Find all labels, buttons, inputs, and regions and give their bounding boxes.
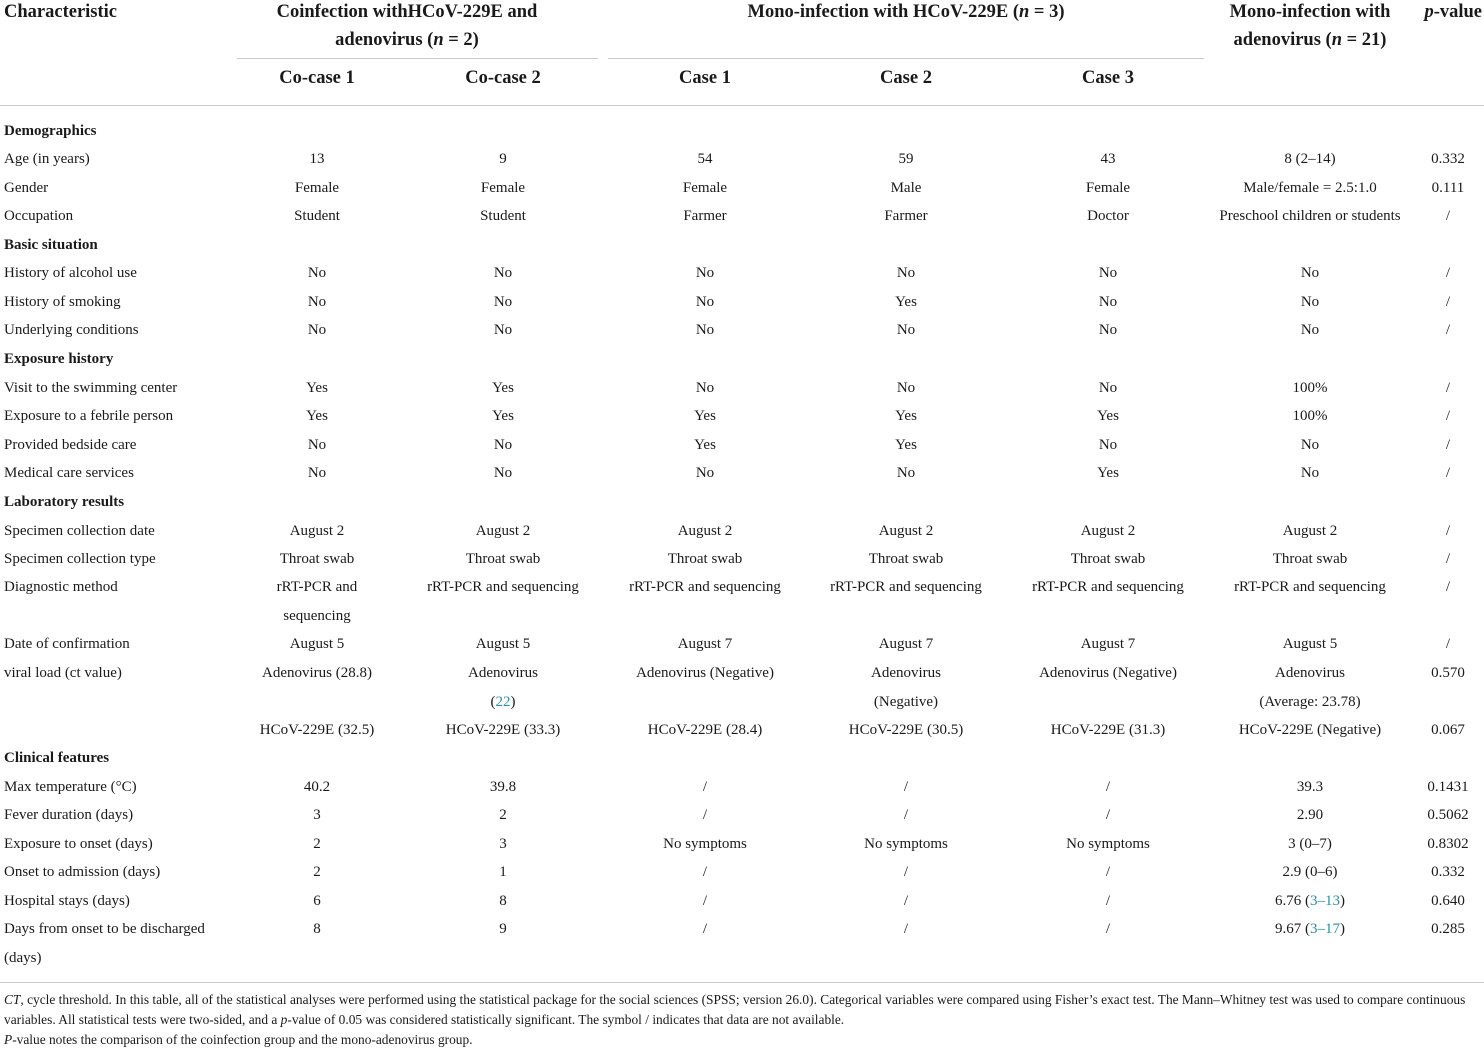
cell: No <box>1300 465 1320 481</box>
cell-pvalue: 0.332 <box>1431 151 1465 167</box>
cell: 39.8 <box>489 779 517 795</box>
row-label: Underlying conditions <box>4 322 139 338</box>
cell: Yes <box>694 408 716 424</box>
cell-pvalue: / <box>1445 551 1451 567</box>
cell: No <box>493 437 513 453</box>
group-rule-mono-hcov <box>608 58 1204 59</box>
cell: 3 <box>499 836 507 852</box>
cell: Throat swab <box>868 551 944 567</box>
cell: rRT-PCR and sequencing <box>830 579 982 595</box>
cell: 9 <box>499 151 507 167</box>
cell: / <box>1105 864 1111 880</box>
cell: Adenovirus (28.8) <box>262 665 372 681</box>
cell-pvalue: / <box>1445 465 1451 481</box>
section-basic-situation: Basic situation <box>4 237 98 253</box>
cell-pvalue: / <box>1445 208 1451 224</box>
section-laboratory-results: Laboratory results <box>4 494 125 510</box>
cell: Female <box>682 180 728 196</box>
cell: rRT-PCR and sequencing <box>1234 579 1386 595</box>
cell-pvalue: 0.067 <box>1431 722 1465 738</box>
row-label: Exposure to a febrile person <box>4 408 174 424</box>
row-label: Specimen collection type <box>4 551 156 567</box>
cell-pvalue: 0.5062 <box>1427 807 1469 823</box>
cell: Adenovirus (Negative) <box>636 665 774 681</box>
cell: / <box>702 921 708 937</box>
cell: No symptoms <box>1066 836 1150 852</box>
cell-pvalue: / <box>1445 579 1451 595</box>
cell: No <box>1098 322 1118 338</box>
cell: 3 (0–7) <box>1288 836 1332 852</box>
cell-pvalue: 0.1431 <box>1427 779 1469 795</box>
cell: Farmer <box>683 208 727 224</box>
row-label: Max temperature (°C) <box>4 779 137 795</box>
cell: / <box>1105 779 1111 795</box>
header-bottom-rule <box>0 105 1484 106</box>
cell-pvalue: 0.111 <box>1431 180 1465 196</box>
cell: No <box>896 465 916 481</box>
cell: 6 <box>313 893 321 909</box>
cell: Adenovirus (Negative) <box>1039 665 1177 681</box>
row-label: Occupation <box>4 208 74 224</box>
cell: / <box>903 779 909 795</box>
cell: No <box>307 265 327 281</box>
cell: Adenovirus (22) <box>468 665 538 710</box>
cell: / <box>1105 807 1111 823</box>
row-label: Fever duration (days) <box>4 807 134 823</box>
cell-pvalue: / <box>1445 437 1451 453</box>
header-pvalue: p-value <box>1424 2 1482 22</box>
row-label: Gender <box>4 180 49 196</box>
cell: / <box>1105 921 1111 937</box>
cell: No <box>896 322 916 338</box>
cell: No <box>307 465 327 481</box>
row-label: Onset to admission (days) <box>4 864 161 880</box>
cell: 1 <box>499 864 507 880</box>
cell: Student <box>480 208 526 224</box>
cell: Yes <box>306 408 328 424</box>
cell: 40.2 <box>303 779 331 795</box>
cell: August 5 <box>475 636 531 652</box>
cell: August 7 <box>677 636 733 652</box>
cell: Yes <box>1097 465 1119 481</box>
cell: 9.67 (3–17) <box>1275 921 1345 937</box>
cell: / <box>903 893 909 909</box>
cell-pvalue: 0.285 <box>1431 921 1465 937</box>
cell: No <box>1300 437 1320 453</box>
reference-link[interactable]: 22 <box>495 693 511 710</box>
cell: Throat swab <box>667 551 743 567</box>
cell: Farmer <box>884 208 928 224</box>
header-mono-adeno-line2: adenovirus (n = 21) <box>1233 30 1387 50</box>
cell: August 2 <box>289 523 345 539</box>
cell: No <box>695 465 715 481</box>
row-label: viral load (ct value) <box>4 665 122 681</box>
cell: 2 <box>313 864 321 880</box>
header-case-3: Case 3 <box>1082 68 1134 88</box>
cell: No <box>695 294 715 310</box>
cell: August 5 <box>289 636 345 652</box>
cell: 2.90 <box>1296 807 1324 823</box>
cell: August 2 <box>1080 523 1136 539</box>
cell: 6.76 (3–13) <box>1275 893 1345 909</box>
footnote-pvalue: P-value notes the comparison of the coinfection group and the mono-adenovirus group. <box>4 1032 473 1047</box>
cell: / <box>903 864 909 880</box>
cell: / <box>1105 893 1111 909</box>
cell: 3 <box>313 807 321 823</box>
cell: rRT-PCR and sequencing <box>629 579 781 595</box>
cell: 9 <box>499 921 507 937</box>
cell: August 7 <box>1080 636 1136 652</box>
cell: Throat swab <box>279 551 355 567</box>
header-characteristic: Characteristic <box>4 2 118 22</box>
cell: Yes <box>492 408 514 424</box>
cell: No <box>1300 265 1320 281</box>
cell: HCoV-229E (33.3) <box>445 722 561 738</box>
cell: August 2 <box>878 523 934 539</box>
row-label: History of alcohol use <box>4 265 137 281</box>
footnote-ct: CT, cycle threshold. In this table, all of the statistical analyses were performed using the statistical package for the social sciences (SPSS; version 26.0). Categorical variables were compared using Fisher’s exact test. The Mann–Whitney test was used to compare continuous variables. All statistical tests were two-sided, and a p-value of 0.05 was considered statistically significant. The symbol / indicates that data are not available. <box>4 992 1466 1027</box>
cell-pvalue: / <box>1445 523 1451 539</box>
cell: No <box>1098 294 1118 310</box>
header-co-case-1: Co-case 1 <box>279 68 355 88</box>
cell: August 7 <box>878 636 934 652</box>
cell: / <box>702 893 708 909</box>
cell: No <box>1300 322 1320 338</box>
cell: No <box>1300 294 1320 310</box>
row-label: Specimen collection date <box>4 523 155 539</box>
cell: 2 <box>499 807 507 823</box>
cell: No symptoms <box>864 836 948 852</box>
cell: HCoV-229E (30.5) <box>848 722 964 738</box>
cell: August 2 <box>475 523 531 539</box>
row-label: Hospital stays (days) <box>4 893 130 909</box>
cell: 8 <box>499 893 507 909</box>
cell: Female <box>1085 180 1131 196</box>
cell: HCoV-229E (28.4) <box>647 722 763 738</box>
cell: No <box>1098 265 1118 281</box>
cell-pvalue: 0.8302 <box>1427 836 1469 852</box>
reference-link[interactable]: 3 <box>1310 921 1318 937</box>
cell: No <box>695 322 715 338</box>
cell: Throat swab <box>1272 551 1348 567</box>
cell: Throat swab <box>1070 551 1146 567</box>
cell: No <box>695 265 715 281</box>
cell-pvalue: / <box>1445 636 1451 652</box>
row-label: Days from onset to be discharged (days) <box>4 921 205 966</box>
cell: Yes <box>306 380 328 396</box>
cell-pvalue: / <box>1445 408 1451 424</box>
cell: No <box>695 380 715 396</box>
cell: Preschool children or students <box>1219 208 1401 224</box>
cell-pvalue: / <box>1445 322 1451 338</box>
cell: Adenovirus (Average: 23.78) <box>1259 665 1361 710</box>
cell: 54 <box>697 151 713 167</box>
header-mono-adeno-line1: Mono-infection with <box>1229 2 1391 22</box>
cell: / <box>702 807 708 823</box>
cell-pvalue: / <box>1445 380 1451 396</box>
cell: No <box>493 294 513 310</box>
cell: No <box>493 465 513 481</box>
cell-pvalue: 0.570 <box>1431 665 1465 681</box>
cell: Student <box>294 208 340 224</box>
cell-pvalue: 0.640 <box>1431 893 1465 909</box>
header-coinfection-line2: adenovirus (n = 2) <box>335 30 479 50</box>
row-label: Visit to the swimming center <box>4 380 178 396</box>
header-mono-adeno-group <box>1212 0 1408 54</box>
row-label: Date of confirmation <box>4 636 130 652</box>
cell: 8 <box>313 921 321 937</box>
cell: Female <box>480 180 526 196</box>
header-mono-hcov-group: Mono-infection with HCoV-229E (n = 3) <box>747 2 1065 22</box>
cell: Yes <box>492 380 514 396</box>
cell: 100% <box>1292 380 1328 396</box>
row-label: Age (in years) <box>4 151 90 167</box>
cell: rRT-PCR and sequencing <box>427 579 579 595</box>
cell: Yes <box>895 437 917 453</box>
table-bottom-rule <box>0 982 1484 983</box>
row-label: Exposure to onset (days) <box>4 836 153 852</box>
cell: No <box>493 265 513 281</box>
cell: Female <box>294 180 340 196</box>
cell-pvalue: / <box>1445 294 1451 310</box>
cell: No <box>1098 380 1118 396</box>
row-label: Diagnostic method <box>4 579 118 595</box>
cell: Yes <box>1097 408 1119 424</box>
cell: August 2 <box>1282 523 1338 539</box>
row-label: History of smoking <box>4 294 121 310</box>
cell: / <box>903 807 909 823</box>
cell: HCoV-229E (Negative) <box>1238 722 1382 738</box>
cell: Adenovirus (Negative) <box>871 665 941 710</box>
cell: rRT-PCR and sequencing <box>1032 579 1184 595</box>
reference-link[interactable]: 3 <box>1310 893 1318 909</box>
cell: / <box>903 921 909 937</box>
header-case-1: Case 1 <box>679 68 731 88</box>
cell: No <box>896 380 916 396</box>
cell: 39.3 <box>1296 779 1324 795</box>
cell: 43 <box>1100 151 1116 167</box>
row-label: Medical care services <box>4 465 134 481</box>
header-case-2: Case 2 <box>880 68 932 88</box>
cell: No <box>1098 437 1118 453</box>
header-co-case-2: Co-case 2 <box>465 68 541 88</box>
cell: No <box>493 322 513 338</box>
cell: / <box>702 864 708 880</box>
cell: No <box>307 294 327 310</box>
cell: 2.9 (0–6) <box>1282 864 1338 880</box>
cell: 59 <box>898 151 914 167</box>
cell: No <box>896 265 916 281</box>
section-demographics: Demographics <box>4 123 97 139</box>
reference-link[interactable]: 17 <box>1325 921 1340 937</box>
cell: Yes <box>895 294 917 310</box>
header-coinfection-group <box>237 0 577 54</box>
cell-pvalue: 0.332 <box>1431 864 1465 880</box>
cell: 13 <box>309 151 325 167</box>
cell: No <box>307 322 327 338</box>
cell: / <box>702 779 708 795</box>
cell: Yes <box>895 408 917 424</box>
cell: Throat swab <box>465 551 541 567</box>
cell: HCoV-229E (32.5) <box>259 722 375 738</box>
header-coinfection-line1: Coinfection withHCoV-229E and <box>276 2 538 22</box>
cell: rRT-PCR and sequencing <box>276 579 358 624</box>
cell: Male <box>890 180 922 196</box>
cell: No symptoms <box>663 836 747 852</box>
cell-pvalue: / <box>1445 265 1451 281</box>
cell: Male/female = 2.5:1.0 <box>1243 180 1377 196</box>
cell: August 2 <box>677 523 733 539</box>
cell: HCoV-229E (31.3) <box>1050 722 1166 738</box>
row-label: Provided bedside care <box>4 437 137 453</box>
reference-link[interactable]: 13 <box>1325 893 1340 909</box>
cell: No <box>307 437 327 453</box>
section-clinical-features: Clinical features <box>4 750 110 766</box>
cell: August 5 <box>1282 636 1338 652</box>
cell: Doctor <box>1087 208 1129 224</box>
section-exposure-history: Exposure history <box>4 351 114 367</box>
group-rule-coinfection <box>237 58 598 59</box>
cell: Yes <box>694 437 716 453</box>
cell: 8 (2–14) <box>1284 151 1336 167</box>
cell: 100% <box>1292 408 1328 424</box>
cell: 2 <box>313 836 321 852</box>
